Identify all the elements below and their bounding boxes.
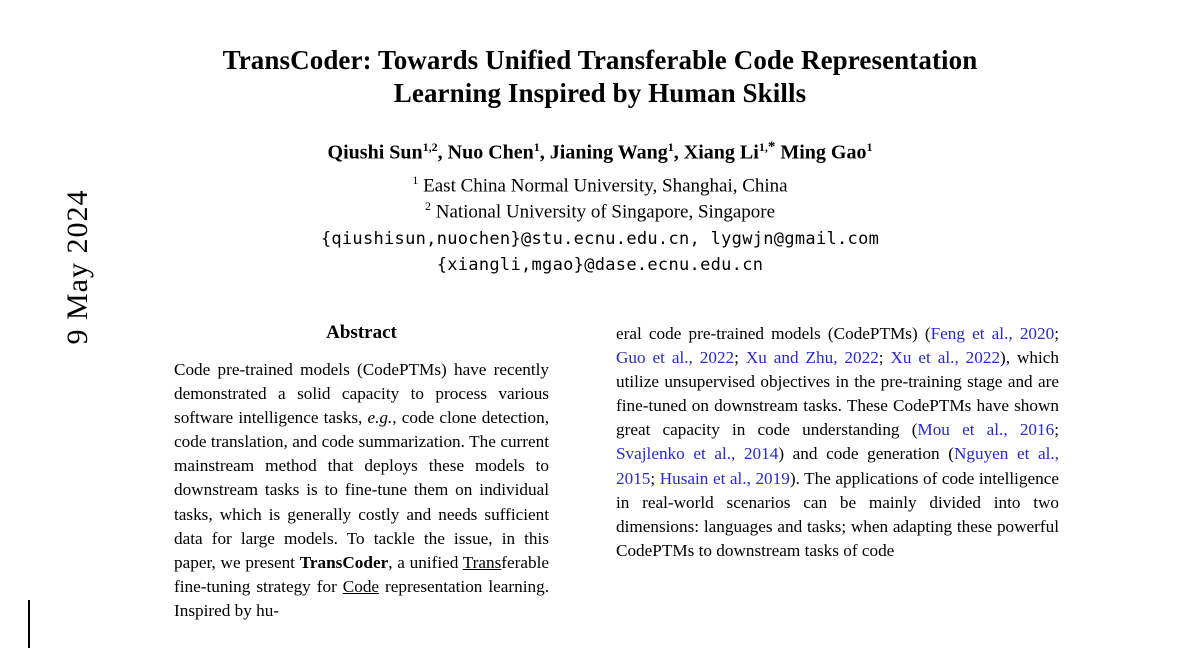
intro-sep-1: ; (1054, 324, 1059, 343)
citation-guo-2022[interactable]: Guo et al., 2022 (616, 348, 735, 368)
email-line-2: {xiangli,mgao}@dase.ecnu.edu.cn (436, 255, 764, 275)
affiliation-2 (170, 194, 1030, 224)
abstract-part-3: , a unified (388, 552, 463, 572)
citation-husain-2019-year[interactable]: , 2019 (746, 468, 790, 488)
intro-sep-5: ; (650, 468, 660, 488)
author-sep-2: , (539, 141, 550, 164)
intro-seg-1: eral code pre-trained models (CodePTMs) ( (616, 324, 931, 343)
abstract-part-5: representation learning. Inspired by hu- (174, 576, 549, 620)
citation-feng-2020[interactable]: Feng et al., 2020 (930, 324, 1055, 343)
author-name-1: Qiushi Sun (327, 141, 423, 164)
arxiv-stamp-date: 9 May 2024 (61, 189, 94, 345)
author-sep-1: , (437, 141, 448, 164)
author-sup-3: 1 (667, 140, 674, 154)
author-name-5: Ming Gao (780, 141, 867, 164)
affiliation-1-marker: 1 (412, 173, 419, 187)
abstract-text (174, 358, 549, 623)
author-sup-1: 1,2 (422, 140, 438, 154)
intro-sep-2: ; (734, 348, 746, 368)
corresponding-author-marker: * (767, 139, 776, 155)
intro-sep-4: ; (1054, 420, 1059, 440)
author-sep-3: , (673, 141, 684, 164)
citation-mou-2016[interactable]: Mou et al., 2016 (917, 420, 1055, 440)
citation-xu-2022[interactable]: Xu et al. (890, 348, 955, 368)
abstract-underlined-trans: Trans (462, 552, 502, 572)
intro-seg-4: ). The applications of code intelligence in real-world scenarios can be mainly divided into two dimensions: languages and tasks; when adapting these powerful CodePTMs to downstream tasks of code (616, 468, 1060, 560)
abstract-part-1: Code pre-trained models (CodePTMs) have recently demonstrated a solid capacity to process various software intelligence tasks, (174, 360, 549, 428)
intro-sep-3: ; (878, 348, 891, 368)
abstract-underlined-code: Code (342, 576, 380, 596)
introduction-text (616, 322, 1059, 563)
affiliation-2-marker: 2 (424, 199, 431, 213)
author-name-2: Nuo Chen (447, 141, 534, 164)
email-line-1: {qiushisun,nuochen}@stu.ecnu.edu.cn, lygwjn@gmail.com (320, 229, 880, 249)
affiliation-1-text: East China Normal University, Shanghai, China (423, 175, 788, 197)
author-name-4: Xiang Li (683, 141, 759, 164)
abstract-heading: Abstract (326, 322, 397, 343)
page-title: TransCoder: Towards Unified Transferable Code Representation Learning Inspired by Human Skills (222, 45, 978, 108)
intro-seg-3: ) and code generation ( (778, 444, 954, 464)
citation-svajlenko-2014[interactable]: Svajlenko et al., 2014 (616, 444, 779, 464)
author-sup-2: 1 (533, 140, 540, 154)
introduction-column (616, 322, 1059, 563)
abstract-part-4: ferable fine-tuning strategy for (174, 552, 549, 596)
intro-seg-2: ), which utilize unsupervised objectives in the pre-training stage and are fine-tuned on downstream tasks. These CodePTMs have shown great capacity in code understanding ( (616, 348, 1059, 440)
affiliation-2-text: National University of Singapore, Singapore (435, 201, 776, 223)
author-name-3: Jianing Wang (549, 141, 668, 164)
abstract-column (174, 322, 549, 623)
abstract-part-2: , code clone detection, code translation, and code summarization. The current mainstream method that deploys these models to downstream tasks is to fine-tune them on individual tasks, which is generally costly and needs sufficient data for large models. To tackle the issue, in this paper, we present (174, 408, 549, 572)
citation-nguyen-2015[interactable]: Nguyen et al., 2015 (616, 444, 1059, 488)
citation-xu-2022-year[interactable]: , 2022 (954, 348, 1001, 368)
author-sup-5: 1 (866, 140, 873, 154)
citation-husain-2019[interactable]: Husain et al. (659, 468, 747, 488)
abstract-eg: e.g. (367, 408, 393, 428)
author-sup-4: 1, (758, 140, 768, 154)
citation-xu-zhu-2022[interactable]: Xu and Zhu, 2022 (745, 348, 879, 368)
abstract-model-name: TransCoder (299, 552, 389, 572)
author-list (170, 134, 1030, 166)
